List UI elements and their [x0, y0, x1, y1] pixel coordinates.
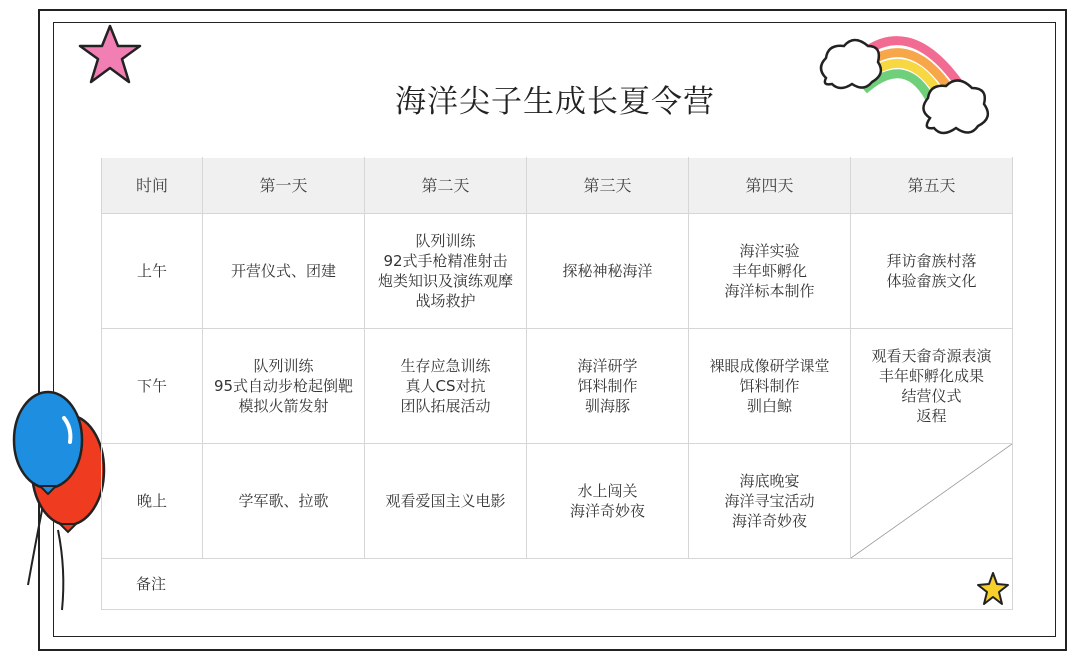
table-row [102, 329, 1013, 444]
activity: 结营仪式 [901, 387, 962, 405]
cell-morning-day2 [365, 214, 527, 329]
cell-evening-day2 [365, 444, 527, 559]
activity: 驯海豚 [584, 397, 630, 415]
activity: 体验畲族文化 [886, 272, 977, 290]
cell-evening-day4 [689, 444, 851, 559]
activity: 丰年虾孵化 [731, 262, 807, 280]
activity: 战场救护 [415, 292, 476, 310]
cell-morning-day4 [689, 214, 851, 329]
cell-afternoon-day2 [365, 329, 527, 444]
cell-evening-day1 [203, 444, 365, 559]
cell-evening-day5-empty [851, 444, 1013, 559]
header-time: 时间 [102, 158, 203, 214]
activity: 海洋研学 [577, 357, 638, 375]
activity: 95式自动步枪起倒靶 [213, 377, 354, 395]
activity: 饵料制作 [739, 377, 800, 395]
activity: 海洋实验 [739, 242, 800, 260]
cell-morning-day5 [851, 214, 1013, 329]
activity: 真人CS对抗 [405, 377, 486, 395]
page-title: 海洋尖子生成长夏令营 [395, 84, 715, 120]
activity: 模拟火箭发射 [238, 397, 329, 415]
activity: 驯白鲸 [746, 397, 792, 415]
activity: 学军歌、拉歌 [238, 492, 329, 510]
activity: 海洋标本制作 [724, 282, 815, 300]
balloons-icon [6, 370, 116, 620]
cell-morning-day1 [203, 214, 365, 329]
activity: 队列训练 [415, 232, 476, 250]
activity: 返程 [916, 407, 947, 425]
activity: 饵料制作 [577, 377, 638, 395]
notes-label: 备注 [102, 559, 1013, 610]
header-day4: 第四天 [689, 158, 851, 214]
cell-evening-day3 [527, 444, 689, 559]
activity: 开营仪式、团建 [230, 262, 336, 280]
table-row [102, 444, 1013, 559]
activity: 海底晚宴 [739, 472, 800, 490]
activity: 92式手枪精准射击 [383, 252, 508, 270]
cell-afternoon-day1 [203, 329, 365, 444]
activity: 观看天畲奇源表演 [871, 347, 992, 365]
table-row [102, 214, 1013, 329]
row-label-evening: 晚上 [102, 444, 203, 559]
activity: 海洋奇妙夜 [569, 502, 645, 520]
activity: 观看爱国主义电影 [385, 492, 506, 510]
cell-afternoon-day5 [851, 329, 1013, 444]
header-day1: 第一天 [203, 158, 365, 214]
cell-morning-day3 [527, 214, 689, 329]
diagonal-slash [851, 444, 1012, 558]
activity: 拜访畲族村落 [886, 252, 977, 270]
activity: 炮类知识及演练观摩 [377, 272, 513, 290]
activity: 生存应急训练 [400, 357, 491, 375]
header-day2: 第二天 [365, 158, 527, 214]
activity: 队列训练 [253, 357, 314, 375]
activity: 海洋奇妙夜 [731, 512, 807, 530]
activity: 团队拓展活动 [400, 397, 491, 415]
header-row [102, 158, 1013, 214]
activity: 海洋寻宝活动 [724, 492, 815, 510]
header-day5: 第五天 [851, 158, 1013, 214]
schedule-table [101, 157, 1013, 610]
activity: 水上闯关 [577, 482, 638, 500]
activity: 裸眼成像研学课堂 [709, 357, 830, 375]
row-label-morning: 上午 [102, 214, 203, 329]
activity: 丰年虾孵化成果 [878, 367, 984, 385]
cell-afternoon-day4 [689, 329, 851, 444]
row-label-afternoon: 下午 [102, 329, 203, 444]
activity: 探秘神秘海洋 [562, 262, 653, 280]
header-day3: 第三天 [527, 158, 689, 214]
notes-row [102, 559, 1013, 610]
cell-afternoon-day3 [527, 329, 689, 444]
